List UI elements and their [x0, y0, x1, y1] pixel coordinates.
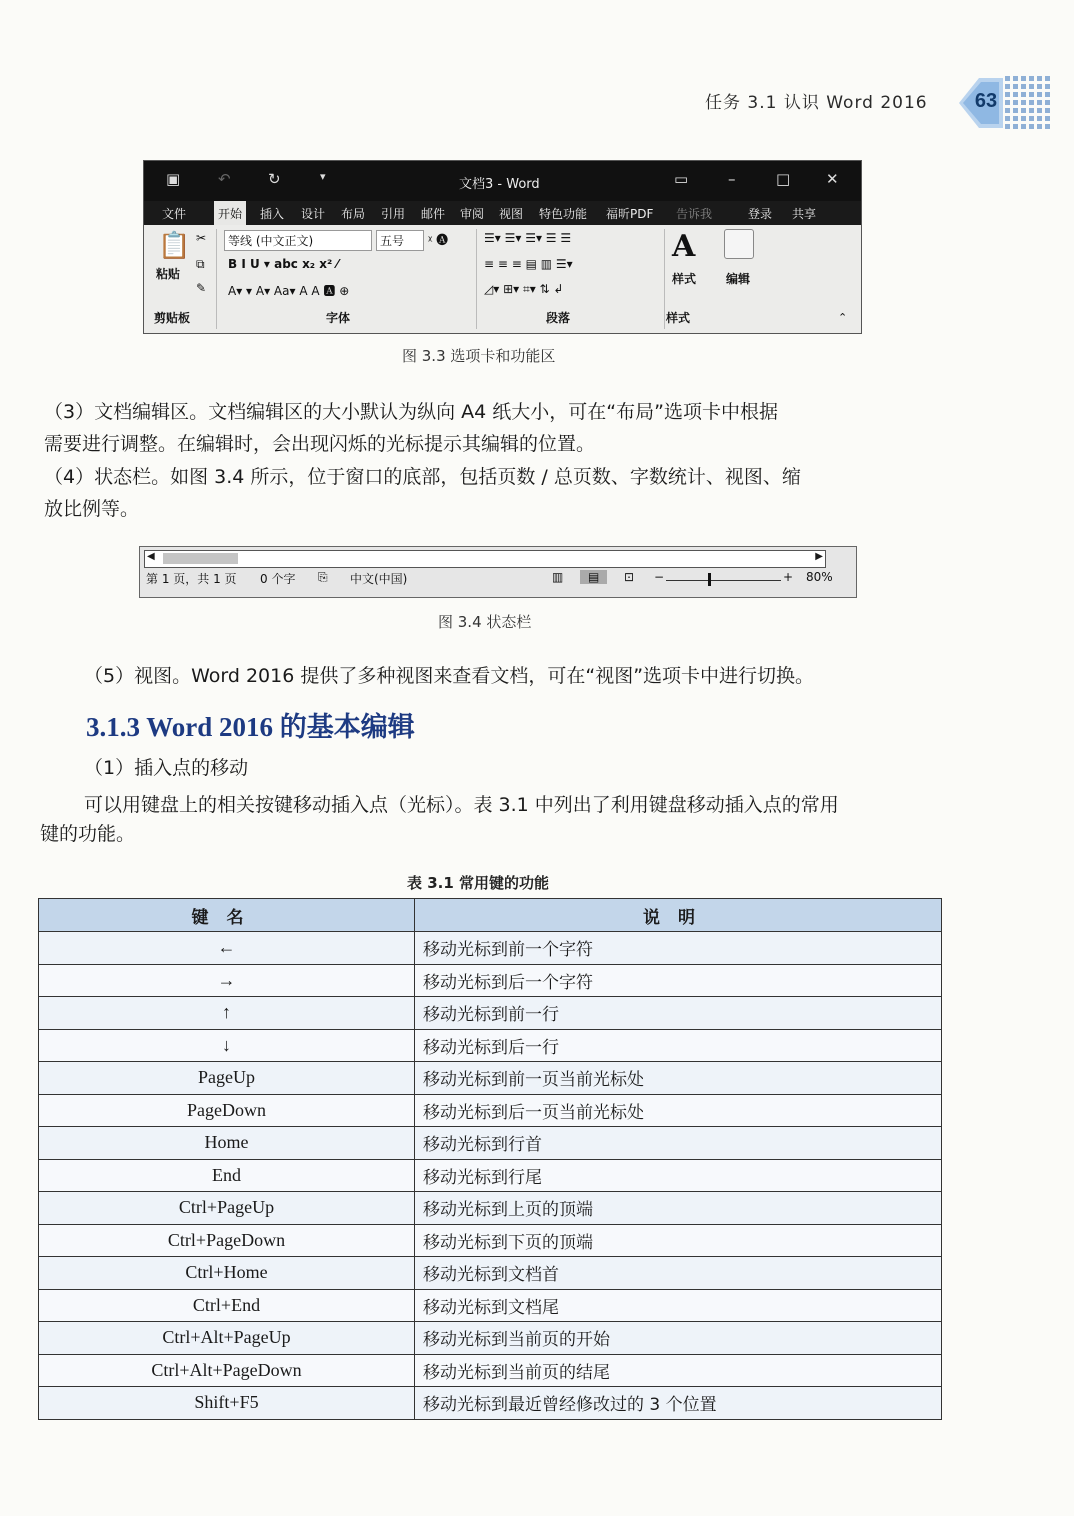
table-row [39, 1159, 942, 1192]
header-key: 键名 [39, 899, 415, 932]
customize-icon: ▾ [320, 170, 326, 183]
zoom-in-icon: + [783, 570, 794, 584]
key-cell: ← [39, 932, 415, 965]
zoom-slider [666, 580, 781, 581]
desc-cell: 移动光标到前一页当前光标处 [415, 1062, 942, 1095]
section-heading: 3.1.3 Word 2016 的基本编辑 [86, 712, 415, 742]
tab-foxit-pdf: 福昕PDF [606, 207, 654, 221]
key-cell: Ctrl+PageUp [39, 1192, 415, 1225]
tab-tell-me: 告诉我 [676, 207, 713, 221]
tab-insert: 插入 [260, 207, 285, 221]
paragraph-sub1-line1: 可以用键盘上的相关按键移动插入点（光标）。表 3.1 中列出了利用键盘移动插入点的常用 [84, 794, 839, 816]
font-size-box: 五号 [376, 230, 424, 251]
read-mode-icon: ▥ [552, 570, 564, 584]
bold-italic-underline-icons: B I U ▾ abc x₂ x² ⁄ [228, 257, 339, 271]
tab-features: 特色功能 [539, 207, 588, 221]
desc-cell: 移动光标到后一页当前光标处 [415, 1094, 942, 1127]
page-info: 第 1 页，共 1 页 [146, 572, 237, 586]
tab-home: 开始 [214, 201, 246, 226]
find-icon [724, 229, 754, 259]
tab-view: 视图 [499, 207, 524, 221]
tab-sign-in: 登录 [748, 207, 773, 221]
ribbon-screenshot [143, 160, 862, 334]
title-bar [144, 161, 861, 201]
table-row [39, 997, 942, 1030]
paragraph-3-line2: 需要进行调整。在编辑时，会出现闪烁的光标提示其编辑的位置。 [44, 433, 596, 455]
desc-cell: 移动光标到行尾 [415, 1159, 942, 1192]
zoom-slider-thumb [708, 573, 711, 586]
table-caption: 表 3.1 常用键的功能 [407, 874, 550, 892]
format-painter-icon: ✎ [196, 281, 207, 295]
table-row [39, 1192, 942, 1225]
key-cell: Ctrl+Home [39, 1257, 415, 1290]
key-cell: Home [39, 1127, 415, 1160]
running-title: 任务 3.1 认识 Word 2016 [705, 93, 928, 113]
key-cell: PageDown [39, 1094, 415, 1127]
figure-3-4-caption: 图 3.4 状态栏 [438, 613, 532, 631]
key-cell: End [39, 1159, 415, 1192]
tab-references: 引用 [381, 207, 406, 221]
table-row [39, 1094, 942, 1127]
zoom-level: 80% [806, 570, 833, 584]
paragraph-5: （5）视图。Word 2016 提供了多种视图来查看文档，可在“视图”选项卡中进行切换。 [84, 665, 815, 687]
table-row [39, 1322, 942, 1355]
table-row [39, 964, 942, 997]
key-cell: Ctrl+PageDown [39, 1224, 415, 1257]
shading-border-icons: ◿▾ ⊞▾ ⌗▾ ⇅ ↲ [484, 282, 564, 296]
page-number: 63 [974, 90, 998, 112]
paragraph-4-line2: 放比例等。 [44, 498, 140, 520]
group-paragraph: 段落 [546, 311, 571, 325]
undo-icon: ↶ [218, 170, 231, 188]
paragraph-sub1-line2: 键的功能。 [40, 823, 136, 845]
key-cell: ↑ [39, 997, 415, 1030]
web-layout-icon: ⊡ [624, 570, 635, 584]
scroll-thumb [163, 553, 238, 564]
language: 中文(中国) [350, 572, 408, 586]
clipboard-icon: 📋 [158, 231, 191, 261]
group-font: 字体 [326, 311, 351, 325]
print-layout-icon: ▤ [580, 570, 607, 584]
header-desc: 说明 [415, 899, 942, 932]
desc-cell: 移动光标到前一个字符 [415, 932, 942, 965]
ribbon-body [144, 225, 861, 333]
group-styles: 样式 [666, 311, 691, 325]
copy-icon: ⧉ [196, 257, 205, 271]
key-cell: Shift+F5 [39, 1387, 415, 1420]
paste-label: 粘贴 [156, 267, 181, 281]
window-title: 文档3 - Word [459, 177, 540, 192]
desc-cell: 移动光标到下页的顶端 [415, 1224, 942, 1257]
save-icon: ▣ [166, 170, 181, 188]
ribbon-tabs [144, 201, 861, 225]
group-clipboard: 剪贴板 [154, 311, 191, 325]
key-cell: → [39, 964, 415, 997]
table-row [39, 1224, 942, 1257]
table-row [39, 1029, 942, 1062]
maximize-icon: □ [776, 170, 791, 188]
desc-cell: 移动光标到行首 [415, 1127, 942, 1160]
ribbon-display-icon: ▭ [674, 170, 689, 188]
table-row [39, 1354, 942, 1387]
collapse-ribbon-icon: ⌃ [838, 311, 848, 324]
tab-design: 设计 [301, 207, 326, 221]
horizontal-scrollbar [144, 550, 826, 568]
desc-cell: 移动光标到文档首 [415, 1257, 942, 1290]
font-name-box: 等线 (中文正文) [224, 230, 372, 251]
tab-share: 共享 [792, 207, 817, 221]
list-icons: ☰▾ ☰▾ ☰▾ ☰ ☰ [484, 231, 572, 245]
tab-file: 文件 [162, 207, 187, 221]
key-cell: Ctrl+Alt+PageUp [39, 1322, 415, 1355]
key-cell: PageUp [39, 1062, 415, 1095]
table-row [39, 1127, 942, 1160]
table-row [39, 1062, 942, 1095]
desc-cell: 移动光标到当前页的开始 [415, 1322, 942, 1355]
subheading-insertion-point: （1）插入点的移动 [84, 757, 249, 779]
key-cell: ↓ [39, 1029, 415, 1062]
scroll-right-icon: ▶ [815, 551, 823, 562]
table-row [39, 1289, 942, 1322]
desc-cell: 移动光标到文档尾 [415, 1289, 942, 1322]
cut-icon: ✂ [196, 231, 207, 245]
paragraph-3-line1: （3）文档编辑区。文档编辑区的大小默认为纵向 A4 纸大小，可在“布局”选项卡中根据 [44, 401, 778, 423]
table-row [39, 1257, 942, 1290]
key-cell: Ctrl+End [39, 1289, 415, 1322]
proofing-icon: ⎘ [318, 570, 328, 584]
paragraph-4-line1: （4）状态栏。如图 3.4 所示，位于窗口的底部，包括页数 / 总页数、字数统计、视图、缩 [44, 466, 801, 488]
table-row [39, 1387, 942, 1420]
align-icons: ≡ ≡ ≡ ▤ ▥ ☰▾ [484, 257, 573, 271]
desc-cell: 移动光标到前一行 [415, 997, 942, 1030]
figure-3-3-caption: 图 3.3 选项卡和功能区 [402, 347, 556, 365]
word-count: 0 个字 [260, 572, 296, 586]
zoom-out-icon: − [654, 570, 665, 584]
edit-button-label: 编辑 [726, 272, 751, 286]
close-icon: ✕ [826, 170, 839, 188]
font-effects-icons: A▾ ▾ A▾ Aa▾ A A 🅰 ⊕ [228, 284, 350, 298]
styles-icon: A [672, 229, 696, 264]
table-header-row [39, 899, 942, 932]
table-row [39, 932, 942, 965]
key-cell: Ctrl+Alt+PageDown [39, 1354, 415, 1387]
font-size-icons: ᵡ 🅐 [428, 233, 449, 247]
desc-cell: 移动光标到后一个字符 [415, 964, 942, 997]
styles-button-label: 样式 [672, 272, 697, 286]
desc-cell: 移动光标到当前页的结尾 [415, 1354, 942, 1387]
desc-cell: 移动光标到上页的顶端 [415, 1192, 942, 1225]
scroll-left-icon: ◀ [147, 551, 155, 562]
tab-review: 审阅 [460, 207, 485, 221]
keys-table [38, 898, 942, 1420]
desc-cell: 移动光标到最近曾经修改过的 3 个位置 [415, 1387, 942, 1420]
desc-cell: 移动光标到后一行 [415, 1029, 942, 1062]
redo-icon: ↻ [268, 170, 281, 188]
tab-mailings: 邮件 [421, 207, 446, 221]
minimize-icon: – [728, 170, 736, 188]
statusbar-screenshot [139, 546, 857, 598]
tab-layout: 布局 [341, 207, 366, 221]
